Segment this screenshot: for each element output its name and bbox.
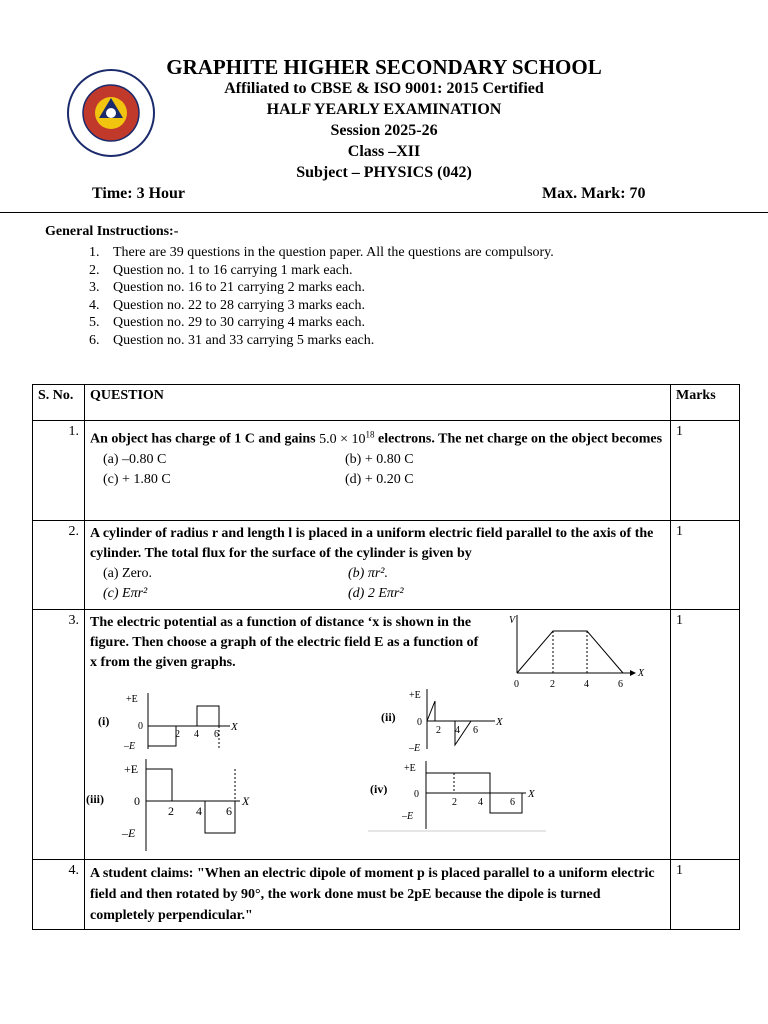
svg-text:X: X [242, 794, 250, 808]
svg-text:(iv): (iv) [370, 782, 388, 796]
option-a: (a) Zero. [103, 566, 152, 581]
svg-text:4: 4 [584, 679, 589, 690]
v-axis-label: V [509, 615, 516, 626]
instruction-item: 4. Question no. 22 to 28 carrying 3 marks each. [89, 297, 365, 313]
svg-text:0: 0 [134, 794, 140, 808]
affiliation: Affiliated to CBSE & ISO 9001: 2015 Certified [224, 80, 544, 97]
subject-label: Subject – PHYSICS (042) [296, 164, 472, 181]
svg-text:6: 6 [473, 725, 478, 736]
svg-text:2: 2 [436, 725, 441, 736]
school-name: GRAPHITE HIGHER SECONDARY SCHOOL [166, 55, 602, 79]
table-row [33, 421, 740, 521]
svg-text:0: 0 [417, 717, 422, 728]
exam-title: HALF YEARLY EXAMINATION [266, 101, 502, 118]
option-d: (d) + 0.20 C [345, 471, 414, 487]
svg-text:4: 4 [455, 725, 460, 736]
sno-header: S. No. [33, 385, 85, 421]
svg-text:2: 2 [168, 804, 174, 818]
question-text: The electric potential as a function of distance ‘x is shown in the figure. Then choose a graph of the electric field E as a function of x from the given graphs. [90, 615, 479, 670]
option-b: (b) + 0.80 C [345, 451, 414, 467]
x-axis-label: X [638, 668, 645, 679]
options [90, 564, 665, 606]
instruction-item: 6. Question no. 31 and 33 carrying 5 marks each. [89, 332, 375, 348]
instruction-item: 1. There are 39 questions in the question paper. All the questions are compulsory. [89, 245, 554, 260]
svg-text:–E: –E [122, 826, 136, 840]
table-row [33, 610, 740, 860]
table-row [33, 860, 740, 930]
marks-cell: 1 [671, 521, 740, 610]
marks-cell: 1 [671, 421, 740, 521]
question-cell [85, 421, 671, 521]
marks-cell: 1 [671, 860, 740, 930]
graph-option-ii [375, 687, 515, 755]
class-label: Class –XII [347, 143, 421, 160]
graph-option-iv [368, 759, 548, 845]
svg-text:+E: +E [404, 763, 416, 774]
svg-text:4: 4 [478, 797, 483, 808]
svg-text:(ii): (ii) [381, 710, 396, 724]
svg-text:(i): (i) [98, 714, 110, 728]
question-text: An object has charge of 1 C and gains $5.0 \times 10^{18}$ electrons. The net charge on the object becomes [90, 429, 663, 447]
graph-option-i [90, 691, 260, 751]
svg-text:4: 4 [194, 729, 199, 740]
svg-text:6: 6 [226, 804, 232, 818]
option-c: (c) + 1.80 C [103, 471, 171, 487]
header-divider [0, 212, 768, 213]
question-text: A cylinder of radius r and length l is placed in a uniform electric field parallel to the axis of the cylinder. The total flux for the surface of the cylinder is given by [90, 526, 654, 561]
max-mark-label: Max. Mark: 70 [542, 185, 646, 202]
svg-text:6: 6 [618, 679, 623, 690]
time-label: Time: 3 Hour [92, 185, 186, 202]
question-cell [85, 521, 671, 610]
question-number: 2. [33, 521, 85, 610]
svg-text:+E: +E [124, 762, 139, 776]
svg-text:X: X [231, 721, 238, 733]
options [90, 450, 665, 492]
svg-text:+E: +E [409, 690, 421, 701]
svg-text:0: 0 [514, 679, 519, 690]
potential-graph [505, 613, 655, 693]
svg-text:4: 4 [196, 804, 202, 818]
table-header-row [33, 385, 740, 421]
instruction-item: 5. Question no. 29 to 30 carrying 4 marks each. [89, 315, 365, 330]
option-c: (c) Eπr² [103, 586, 148, 601]
instructions-title: General Instructions:- [45, 224, 179, 239]
question-text: A student claims: "When an electric dipole of moment p is placed parallel to a uniform electric field and then rotated by 90°, the work done must be 2pE because the dipole is turned completely perpendicular." [90, 866, 655, 923]
table-row [33, 521, 740, 610]
question-header: QUESTION [85, 385, 671, 421]
instructions-list [89, 244, 554, 349]
svg-text:6: 6 [214, 729, 219, 740]
graph-option-iii [86, 755, 270, 855]
svg-text:6: 6 [510, 797, 515, 808]
svg-text:–E: –E [124, 741, 136, 752]
option-b: (b) πr². [348, 566, 388, 581]
svg-text:X: X [496, 716, 503, 728]
svg-text:2: 2 [550, 679, 555, 690]
option-a: (a) –0.80 C [103, 451, 167, 467]
svg-text:–E: –E [402, 811, 414, 822]
svg-text:0: 0 [414, 789, 419, 800]
question-number: 4. [33, 860, 85, 930]
option-d: (d) 2 Eπr² [348, 586, 404, 601]
svg-text:2: 2 [452, 797, 457, 808]
question-number: 1. [33, 421, 85, 521]
svg-text:(iii): (iii) [86, 792, 104, 806]
instruction-item: 2. Question no. 1 to 16 carrying 1 mark each. [89, 262, 353, 278]
instruction-item: 3. Question no. 16 to 21 carrying 2 marks each. [89, 280, 365, 295]
svg-text:–E: –E [409, 743, 421, 754]
svg-text:0: 0 [138, 721, 143, 732]
question-cell [85, 610, 671, 860]
question-number: 3. [33, 610, 85, 860]
svg-text:2: 2 [175, 729, 180, 740]
question-table [32, 384, 740, 930]
marks-header: Marks [671, 385, 740, 421]
session: Session 2025-26 [330, 122, 438, 139]
svg-text:+E: +E [126, 694, 138, 705]
question-cell [85, 860, 671, 930]
svg-text:X: X [528, 788, 535, 800]
marks-cell: 1 [671, 610, 740, 860]
